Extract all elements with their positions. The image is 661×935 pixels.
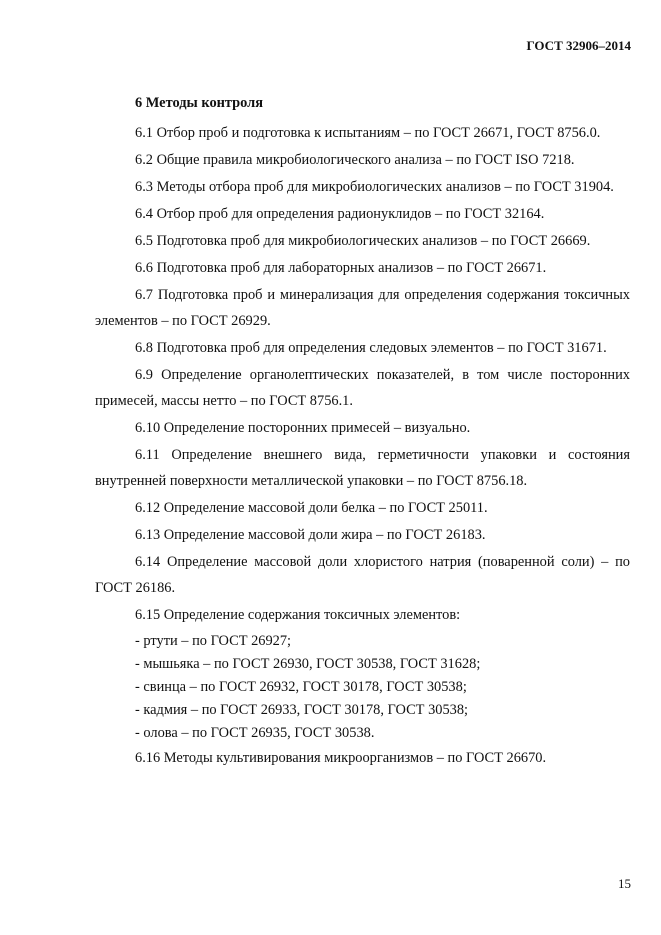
clause-6-16: 6.16 Методы культивирования микроорганизмов – по ГОСТ 26670. bbox=[135, 750, 547, 766]
clause-6-5: 6.5 Подготовка проб для микробиологических анализов – по ГОСТ 26669. bbox=[135, 233, 591, 249]
page-number: 15 bbox=[618, 876, 631, 891]
clause-6-14: 6.14 Определение массовой доли хлористого натрия (поваренной соли) – по ГОСТ 26186. bbox=[95, 554, 630, 596]
clause-6-4: 6.4 Отбор проб для определения радионуклидов – по ГОСТ 32164. bbox=[135, 206, 545, 222]
clause-6-13: 6.13 Определение массовой доли жира – по ГОСТ 26183. bbox=[135, 527, 486, 543]
section-title: 6 Методы контроля bbox=[135, 95, 264, 111]
subitem-arsenic: - мышьяка – по ГОСТ 26930, ГОСТ 30538, ГОСТ 31628; bbox=[135, 656, 481, 672]
clause-6-10: 6.10 Определение посторонних примесей – визуально. bbox=[135, 420, 471, 436]
document-code-header: ГОСТ 32906–2014 bbox=[526, 38, 631, 53]
section-body bbox=[95, 90, 630, 772]
clause-6-8: 6.8 Подготовка проб для определения следовых элементов – по ГОСТ 31671. bbox=[135, 340, 607, 356]
clause-6-3: 6.3 Методы отбора проб для микробиологических анализов – по ГОСТ 31904. bbox=[135, 179, 614, 195]
clause-6-7: 6.7 Подготовка проб и минерализация для определения содержания токсичных элементов – по ГОСТ 26929. bbox=[95, 287, 630, 329]
clause-6-11: 6.11 Определение внешнего вида, герметичности упаковки и состояния внутренней поверхности металлической упаковки – по ГОСТ 8756.18. bbox=[95, 447, 630, 489]
clause-6-1: 6.1 Отбор проб и подготовка к испытаниям – по ГОСТ 26671, ГОСТ 8756.0. bbox=[135, 125, 601, 141]
subitem-lead: - свинца – по ГОСТ 26932, ГОСТ 30178, ГОСТ 30538; bbox=[135, 679, 467, 695]
subitem-cadmium: - кадмия – по ГОСТ 26933, ГОСТ 30178, ГОСТ 30538; bbox=[135, 702, 469, 718]
subitem-mercury: - ртути – по ГОСТ 26927; bbox=[135, 633, 292, 649]
clause-6-9: 6.9 Определение органолептических показателей, в том числе посторонних примесей, массы нетто – по ГОСТ 8756.1. bbox=[95, 367, 630, 409]
clause-6-2: 6.2 Общие правила микробиологического анализа – по ГОСТ ISO 7218. bbox=[135, 152, 575, 168]
clause-6-15: 6.15 Определение содержания токсичных элементов: bbox=[135, 607, 461, 623]
subitem-tin: - олова – по ГОСТ 26935, ГОСТ 30538. bbox=[135, 725, 375, 741]
clause-6-12: 6.12 Определение массовой доли белка – по ГОСТ 25011. bbox=[135, 500, 488, 516]
clause-6-6: 6.6 Подготовка проб для лабораторных анализов – по ГОСТ 26671. bbox=[135, 260, 547, 276]
